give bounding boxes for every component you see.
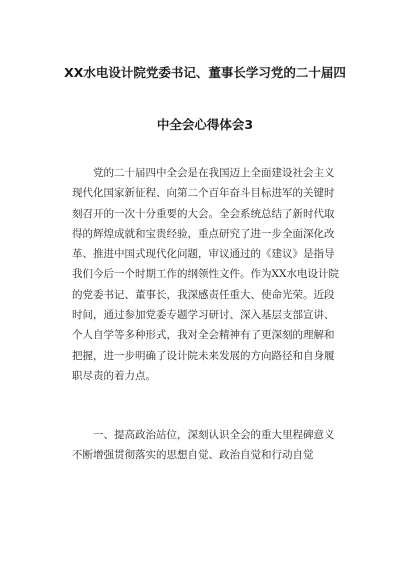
paragraph-line: 把握，进一步明确了设计院未来发展的方向路径和自身履 [72,349,335,362]
paragraph-line: 党的二十届四中全会是在我国迈上全面建设社会主义 [93,167,335,179]
paragraph-line: 不断增强贯彻落实的思想自觉、政治自觉和行动自觉 [72,449,314,462]
document-title-line-2: 中全会心得体会3 [156,117,254,132]
document-title-line-1: XX水电设计院党委书记、董事长学习党的二十届四 [64,65,346,80]
paragraph-line: 的党委书记、董事长，我深感责任重大、使命光荣。近段 [72,288,335,301]
paragraph-line: 得的辉煌成就和宝贵经验，重点研究了进一步全面深化改 [72,227,335,240]
paragraph-line: 我们今后一个时期工作的纲领性文件。作为XX水电设计院 [72,268,339,281]
paragraph-line: 现代化国家新征程、向第二个百年奋斗目标进军的关键时 [72,187,335,200]
paragraph-line: 时间，通过参加党委专题学习研讨、深入基层支部宣讲、 [72,309,335,322]
body-paragraph-1 [72,163,356,386]
paragraph-line: 革、推进中国式现代化问题，审议通过的《建议》是指导 [72,248,335,261]
paragraph-line: 刻召开的一次十分重要的大会。全会系统总结了新时代取 [72,207,335,220]
paragraph-line: 一、提高政治站位，深刻认识全会的重大里程碑意义 [93,429,335,441]
paragraph-line: 个人自学等多种形式，我对全会精神有了更深刻的理解和 [72,329,335,342]
paragraph-line: 职尽责的着力点。 [72,369,156,382]
section-heading-paragraph [72,425,356,466]
